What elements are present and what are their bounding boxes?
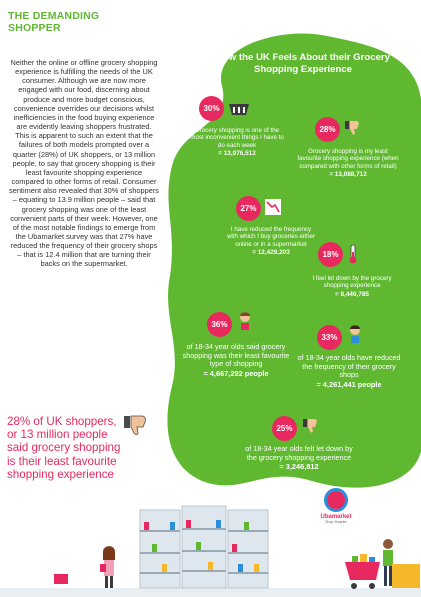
stat-33-count: = 4,261,441 people bbox=[316, 379, 382, 389]
stat-badge-30: 30% bbox=[199, 96, 224, 121]
stat-18 bbox=[306, 275, 398, 298]
body-paragraph: Neither the online or offline grocery shopping experience is fulfilling the needs of the UK consumer. Although we are now more engaged with our food, discerning about produce and more budget conscious, convenience overrides our decisions whilst inefficiencies in the food buying experience are evidently leaving shoppers frustrated. This is apparent to such an extent that the failures of both models prompted over a quarter (28%) of UK shoppers, or 13 million people, to say that grocery shopping is their least favourite shopping experience compared to other forms of retail. Consumer sentiment also revealed that 30% of shoppers – equating to 13.9 million people – said that grocery shopping was one of the least convenient parts of their week. However, one of the most notable findings to emerge from the Ubamarket survey was that 27% have reduced the frequency of their grocery shops – that is 12.4 million that are turning their backs on the supermarket. bbox=[9, 58, 159, 269]
supermarket-illustration bbox=[0, 500, 421, 597]
stat-27 bbox=[226, 226, 316, 257]
stat-badge-28: 28% bbox=[315, 117, 340, 142]
stat-36-count: = 4,667,292 people bbox=[203, 368, 269, 378]
chart-down-icon bbox=[265, 199, 281, 220]
infographic-title: How the UK Feels About their Grocery Shopping Experience bbox=[216, 52, 390, 75]
thumbs-down-icon bbox=[344, 120, 360, 141]
stat-18-text: I feel let down by the grocery shopping experience bbox=[312, 275, 392, 290]
stat-36 bbox=[181, 343, 291, 378]
stat-badge-27: 27% bbox=[236, 196, 261, 221]
logo-tagline: Shop Smarter bbox=[325, 520, 347, 524]
thermometer-icon bbox=[348, 244, 358, 269]
stat-28-count: = 13,088,712 bbox=[329, 171, 367, 179]
thumbs-down-icon bbox=[302, 418, 318, 439]
stat-badge-36: 36% bbox=[207, 312, 232, 337]
stat-28-text: Grocery shopping is my least favourite shopping experience (when compared with other forms of retail) bbox=[297, 148, 399, 170]
stat-badge-33: 33% bbox=[317, 325, 342, 350]
logo-name: Ubamarket bbox=[320, 514, 352, 520]
section-heading: THE DEMANDING SHOPPER bbox=[8, 10, 100, 34]
stat-badge-18: 18% bbox=[318, 242, 343, 267]
ubamarket-logo bbox=[317, 488, 355, 532]
pull-quote: 28% of UK shoppers, or 13 million people said grocery shopping is their least favourite shopping experience bbox=[7, 415, 121, 481]
stat-27-count: = 12,429,203 bbox=[252, 249, 290, 257]
thumbs-down-icon bbox=[122, 414, 148, 436]
person-icon bbox=[238, 311, 252, 336]
stat-18-count: = 8,446,785 bbox=[335, 290, 369, 298]
stat-badge-25: 25% bbox=[272, 416, 297, 441]
logo-mark bbox=[324, 488, 348, 512]
stat-28 bbox=[296, 148, 400, 179]
person-icon bbox=[348, 324, 362, 349]
stat-25 bbox=[240, 445, 358, 472]
shopping-basket-icon bbox=[228, 100, 250, 121]
stat-25-count: = 3,246,812 bbox=[279, 462, 319, 472]
stat-30-text: Grocery shopping is one of the most inconvenient things I have to do each week bbox=[190, 127, 284, 149]
stat-30 bbox=[188, 127, 286, 158]
stat-30-count: = 13,976,512 bbox=[218, 150, 256, 158]
stat-27-text: I have reduced the frequency with which I buy groceries either online or in a supermarket bbox=[226, 226, 316, 248]
stat-33 bbox=[296, 354, 402, 389]
stat-36-text: of 18-34 year olds said grocery shopping was their least favourite type of shopping bbox=[182, 342, 290, 369]
stat-33-text: of 18-34 year olds have reduced the frequency of their grocery shops bbox=[297, 353, 401, 380]
stat-25-text: of 18-34 year olds felt let down by the grocery shopping experience bbox=[245, 444, 353, 462]
